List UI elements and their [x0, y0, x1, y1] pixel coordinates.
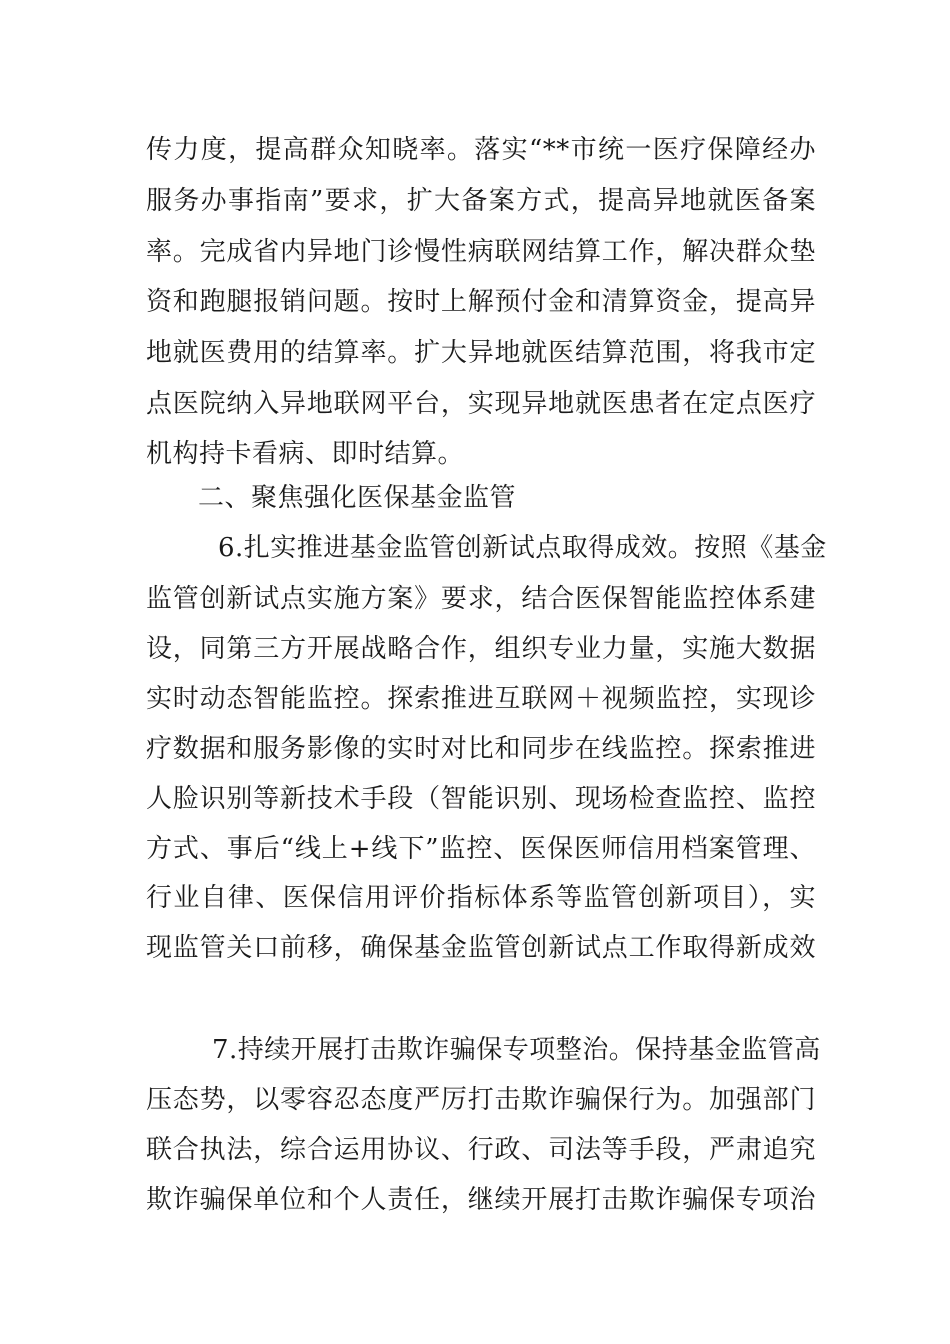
item6-line: 6.扎实推进基金监管创新试点取得成效。按照《基金	[218, 533, 827, 563]
paragraph-line: 机构持卡看病、即时结算。	[146, 439, 465, 469]
item6-line: 监管创新试点实施方案》要求，结合医保智能监控体系建	[146, 584, 816, 614]
item7-line: 7.持续开展打击欺诈骗保专项整治。保持基金监管高	[212, 1035, 821, 1065]
item6-line: 设，同第三方开展战略合作，组织专业力量，实施大数据	[146, 634, 816, 664]
paragraph-line: 率。完成省内异地门诊慢性病联网结算工作，解决群众垫	[146, 237, 816, 267]
paragraph-line: 服务办事指南”要求，扩大备案方式，提高异地就医备案	[146, 186, 816, 216]
item6-line: 方式、事后“线上+线下”监控、医保医师信用档案管理、	[146, 834, 816, 864]
item7-line: 欺诈骗保单位和个人责任，继续开展打击欺诈骗保专项治	[146, 1185, 816, 1215]
item7-line: 联合执法，综合运用协议、行政、司法等手段，严肃追究	[146, 1135, 816, 1165]
item6-line: 人脸识别等新技术手段（智能识别、现场检查监控、监控	[146, 784, 816, 814]
item6-line: 现监管关口前移，确保基金监管创新试点工作取得新成效	[146, 933, 816, 963]
section-heading: 二、聚焦强化医保基金监管	[198, 483, 517, 513]
paragraph-line: 点医院纳入异地联网平台，实现异地就医患者在定点医疗	[146, 389, 816, 419]
item6-line: 实时动态智能监控。探索推进互联网＋视频监控，实现诊	[146, 684, 816, 714]
item6-line: 行业自律、医保信用评价指标体系等监管创新项目），实	[146, 883, 816, 913]
paragraph-line: 传力度，提高群众知晓率。落实“**市统一医疗保障经办	[146, 135, 816, 165]
paragraph-line: 资和跑腿报销问题。按时上解预付金和清算资金，提高异	[146, 287, 816, 317]
item7-line: 压态势，以零容忍态度严厉打击欺诈骗保行为。加强部门	[146, 1085, 816, 1115]
item6-line: 疗数据和服务影像的实时对比和同步在线监控。探索推进	[146, 734, 816, 764]
paragraph-line: 地就医费用的结算率。扩大异地就医结算范围，将我市定	[146, 338, 816, 368]
